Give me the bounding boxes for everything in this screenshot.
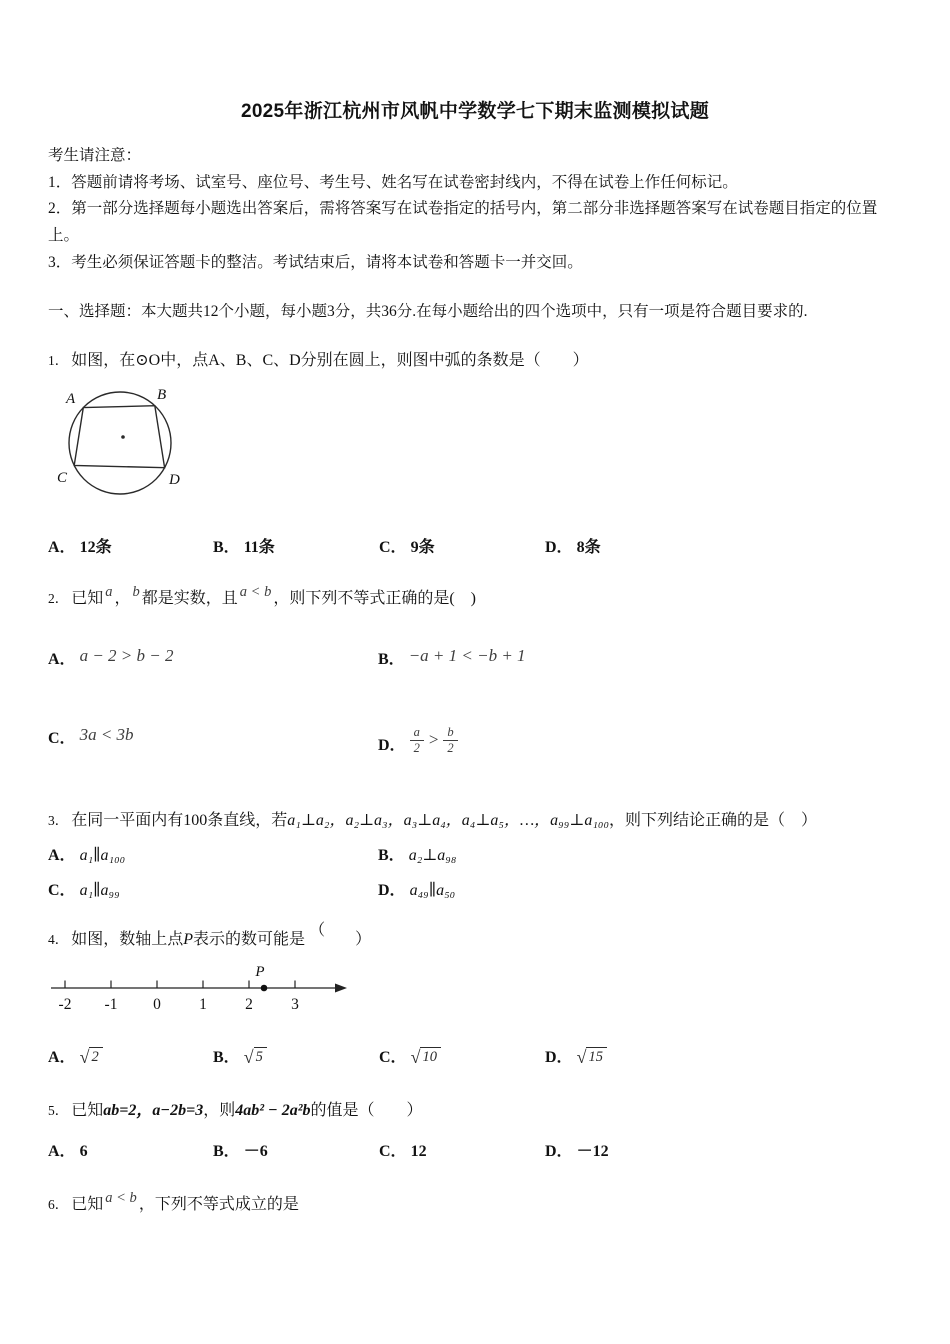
q4-option-b [213,1044,379,1067]
q2-option-c-label: C． [48,730,76,748]
q3-stem [48,807,902,834]
q5-option-a-text: 6 [79,1142,88,1160]
radicand: 5 [254,1047,267,1066]
radicand: 2 [89,1047,102,1066]
q5-text-2: ，则 [203,1101,236,1119]
q5-option-b-text: －6 [243,1142,268,1160]
q5-option-c-text: 12 [410,1142,427,1160]
q1-number: 1． [48,353,69,369]
tick-label: 1 [199,995,207,1013]
number-line [48,964,358,1020]
q2-number: 2． [48,591,69,607]
q1-stem-text: 如图，在⊙O中，点A、B、C、D分别在圆上，则图中弧的条数是（ ） [71,352,589,370]
q4-option-c [379,1044,545,1067]
radical-sign-icon: √ [576,1046,587,1067]
q1-options [48,534,902,557]
q5-text-1: 已知 [71,1101,104,1119]
q3-option-d-formula: a₄₉∥a₅₀ [409,882,456,900]
vertex-label-b: B [157,387,167,404]
notice-item-1: 1．答题前请将考场、试室号、座位号、考生号、姓名写在试卷密封线内，不得在试卷上作任何标记。 [48,173,738,191]
q4-option-a-label: A． [48,1048,76,1066]
q3-option-c [48,877,378,900]
q2-stem-pre: 已知 [71,590,104,608]
q2-separator: ， [114,590,131,608]
q4-options [48,1044,902,1067]
q2-condition: a < b [239,584,272,601]
q4-number: 4． [48,932,69,948]
radicand: 10 [420,1047,441,1066]
q2-option-c [48,725,378,755]
q3-option-b-formula: a₂⊥a₉₈ [408,847,457,865]
q3-option-a-formula: a₁∥a₁₀₀ [79,847,126,865]
q2-option-d-formula [410,725,458,755]
q2-option-b-formula: −a + 1 < −b + 1 [408,646,526,666]
q3-option-a-label: A． [48,847,76,865]
q2-option-b [378,646,902,669]
q3-option-c-label: C． [48,882,76,900]
q4-option-b-label: B． [213,1048,240,1066]
q2-stem [48,585,902,612]
fraction-denominator: 2 [413,740,420,755]
q1-option-d [545,534,902,557]
q5-math-2: 4ab² − 2a²b [235,1101,311,1119]
relation-sign: > [428,730,439,750]
q6-stem [48,1191,902,1218]
q3-stem-pre: 在同一平面内有100条直线，若 [71,812,288,830]
q3-stem-math: a₁⊥a₂，a₂⊥a₃，a₃⊥a₄，a₄⊥a₅，…，a₉₉⊥a₁₀₀ [287,812,610,830]
q3-options [48,842,902,900]
q6-text-2: ，下列不等式成立的是 [138,1195,299,1213]
q2-option-d-label: D． [378,737,406,755]
q5-option-b-label: B． [213,1142,240,1160]
q2-var-b: b [132,584,140,601]
q3-number: 3． [48,813,69,829]
q2-option-d [378,725,902,755]
q4-stem [48,922,902,953]
notice-block [48,143,902,276]
tick-label: 0 [153,995,161,1013]
q1-option-c [379,534,545,557]
question-6 [48,1191,902,1218]
question-3 [48,807,902,900]
q4-option-d [545,1044,902,1067]
q6-number: 6． [48,1196,69,1212]
q1-option-b-label: B． [213,539,240,557]
notice-heading: 考生请注意： [48,147,142,164]
q5-text-3: 的值是（ ） [310,1101,423,1119]
inscribed-quadrilateral [74,406,164,468]
vertex-label-c: C [57,470,68,487]
radical-sign-icon: √ [79,1046,90,1067]
q5-option-a [48,1138,213,1161]
q3-option-d [378,877,902,900]
q5-option-a-label: A． [48,1142,76,1160]
q5-option-c [379,1138,545,1161]
q4-option-a [48,1044,213,1067]
q3-option-a [48,842,378,865]
q4-option-c-label: C． [379,1048,407,1066]
q1-option-b [213,534,379,557]
q2-options [48,646,902,755]
q4-stem-post: 表示的数可能是 [193,931,306,949]
q1-option-a-label: A． [48,539,76,557]
point-p-dot [261,984,268,991]
center-dot [121,435,125,439]
fraction-b-over-2 [443,725,457,755]
fraction-a-over-2 [410,725,424,755]
q6-text-1: 已知 [71,1195,104,1213]
page-title: 2025年浙江杭州市风帆中学数学七下期末监测模拟试题 [240,101,710,122]
q5-option-d [545,1138,902,1161]
q1-stem [48,347,902,374]
q2-option-c-formula: 3a < 3b [79,725,134,745]
point-p-label: P [255,963,265,980]
fraction-denominator: 2 [447,740,454,755]
q1-option-a [48,534,213,557]
q5-option-c-label: C． [379,1142,407,1160]
tick-label: -2 [58,995,72,1013]
q4-paren-close: ） [355,931,372,949]
axis-arrow-icon [335,983,347,992]
q6-condition: a < b [105,1189,137,1206]
sqrt-10 [411,1047,441,1066]
q1-option-d-label: D． [545,539,573,557]
fraction-numerator: a [410,725,424,740]
q1-option-c-label: C． [379,539,407,557]
q5-number: 5． [48,1102,69,1118]
q5-option-d-text: －12 [576,1142,609,1160]
notice-item-2: 2．第一部分选择题每小题选出答案后，需将答案写在试卷指定的括号内，第二部分非选择题答案写在试卷题目指定的位置上。 [48,200,878,244]
sqrt-2 [80,1047,103,1066]
q3-option-b-label: B． [378,847,405,865]
axis-ticks [65,980,295,988]
question-2 [48,585,902,755]
q2-stem-mid: 都是实数，且 [141,590,238,608]
q5-option-b [213,1138,379,1161]
q1-option-a-text: 12条 [79,539,112,557]
notice-item-3: 3．考生必须保证答题卡的整洁。考试结束后，请将本试卷和答题卡一并交回。 [48,253,583,271]
question-4 [48,922,902,1067]
q4-stem-pre: 如图，数轴上点 [71,931,184,949]
q4-option-d-label: D． [545,1048,573,1066]
q2-option-b-label: B． [378,651,405,669]
radical-sign-icon: √ [410,1046,421,1067]
vertex-label-d: D [169,472,180,489]
radicand: 15 [586,1047,607,1066]
q2-var-a: a [105,584,113,601]
q1-option-b-text: 11条 [243,539,275,557]
sqrt-5 [244,1047,267,1066]
fraction-numerator: b [443,725,457,740]
q3-option-d-label: D． [378,882,406,900]
tick-label: 3 [291,995,299,1013]
q1-option-d-text: 8条 [576,539,601,557]
q2-option-a [48,646,378,669]
q3-option-c-formula: a₁∥a₉₉ [79,882,120,900]
q3-stem-post: ，则下列结论正确的是（ ） [609,812,818,830]
q5-math-1: ab=2，a−2b=3 [103,1101,204,1119]
q5-options [48,1138,902,1161]
q1-option-c-text: 9条 [410,539,435,557]
q3-option-b [378,842,902,865]
q2-stem-post: ，则下列不等式正确的是( ) [273,590,477,608]
q5-option-d-label: D． [545,1142,573,1160]
question-5 [48,1097,902,1161]
q4-point-var: P [183,931,194,949]
circle-diagram [56,382,206,504]
tick-label: 2 [245,995,253,1013]
vertex-label-a: A [66,391,76,408]
sqrt-15 [577,1047,607,1066]
question-1 [48,347,902,557]
q2-option-a-label: A． [48,651,76,669]
q5-stem [48,1097,902,1124]
q2-option-a-formula: a − 2 > b − 2 [79,646,174,666]
radical-sign-icon: √ [243,1046,254,1067]
q4-paren-open: （ [309,922,326,940]
section-heading: 一、选择题：本大题共12个小题，每小题3分，共36分.在每小题给出的四个选项中，只有一项是符合题目要求的. [48,303,808,321]
tick-label: -1 [104,995,118,1013]
